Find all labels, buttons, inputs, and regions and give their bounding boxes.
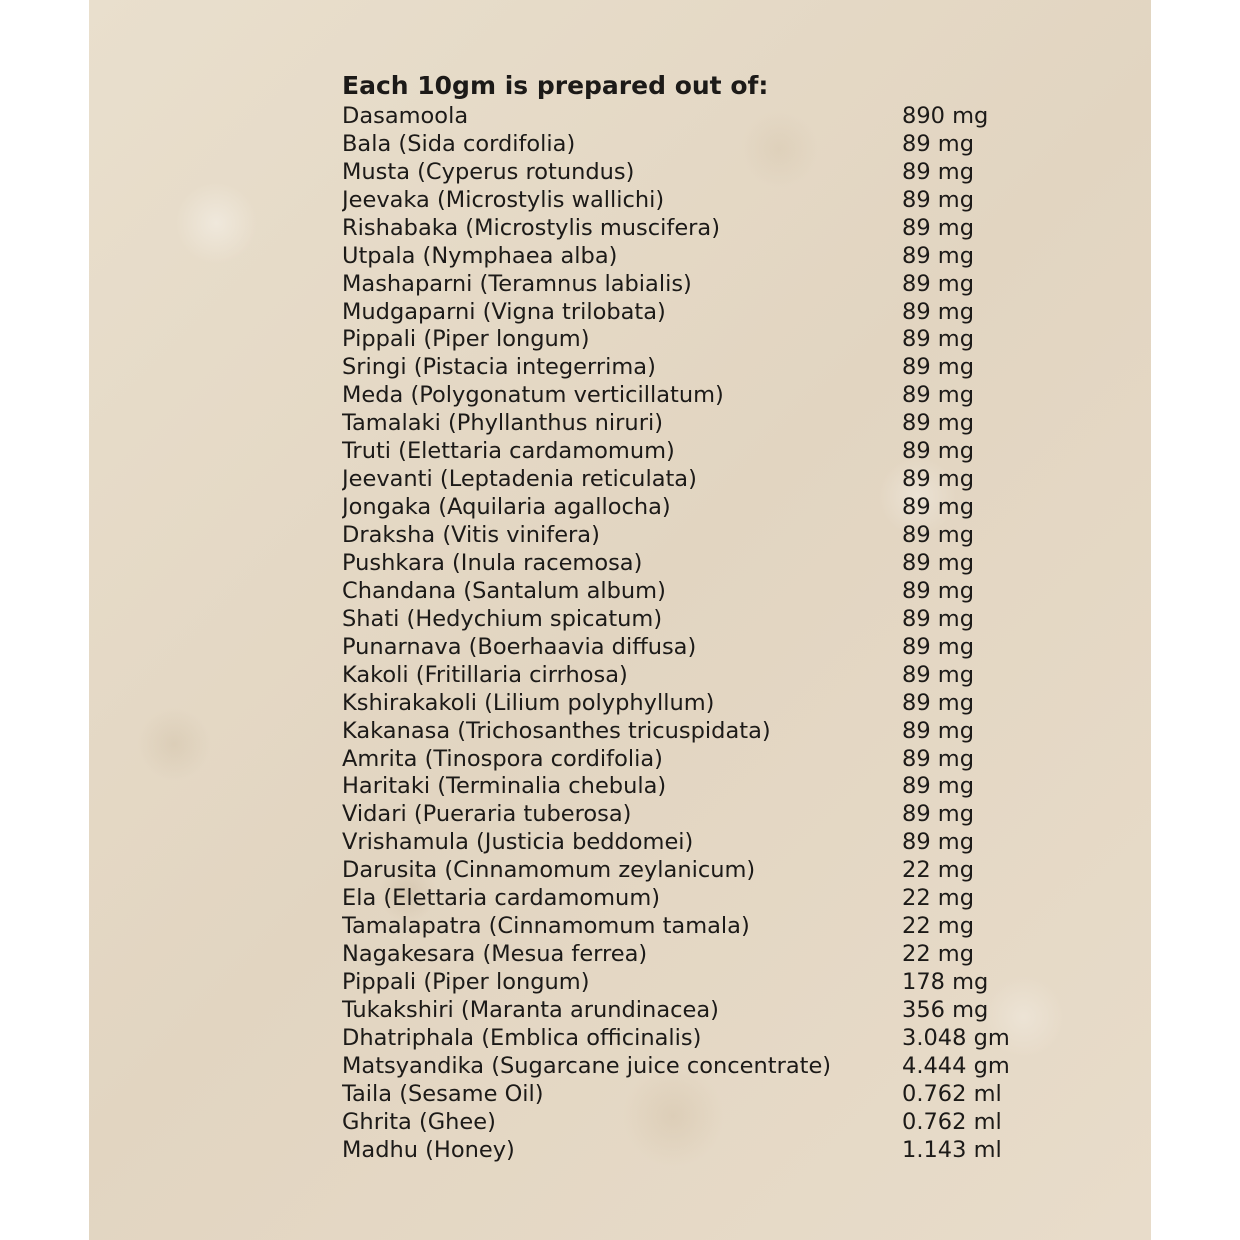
ingredient-row: [342, 1108, 1062, 1136]
ingredient-amount: 89 mg: [902, 661, 974, 688]
ingredient-name: Mashaparni (Teramnus labialis): [342, 270, 692, 297]
ingredient-name: Matsyandika (Sugarcane juice concentrate): [342, 1052, 832, 1079]
ingredient-name: Pushkara (Inula racemosa): [342, 549, 643, 576]
ingredient-name: Madhu (Honey): [342, 1136, 515, 1163]
ingredient-amount: 0.762 ml: [902, 1080, 1002, 1107]
ingredient-name: Tamalapatra (Cinnamomum tamala): [342, 913, 750, 940]
ingredient-name: Taila (Sesame Oil): [342, 1080, 544, 1107]
ingredient-row: [342, 270, 1062, 298]
ingredient-amount: 89 mg: [902, 382, 974, 409]
ingredient-row: [342, 968, 1062, 996]
ingredient-amount: 890 mg: [902, 102, 989, 129]
ingredient-amount: 22 mg: [902, 913, 974, 940]
ingredient-row: [342, 493, 1062, 521]
ingredient-name: Utpala (Nymphaea alba): [342, 242, 618, 269]
ingredient-amount: 178 mg: [902, 969, 989, 996]
ingredient-amount: 356 mg: [902, 996, 989, 1023]
ingredient-amount: 3.048 gm: [902, 1024, 1010, 1051]
ingredient-amount: 89 mg: [902, 354, 974, 381]
ingredient-name: Tukakshiri (Maranta arundinacea): [342, 996, 719, 1023]
ingredient-amount: 89 mg: [902, 689, 974, 716]
ingredient-name: Sringi (Pistacia integerrima): [342, 354, 656, 381]
ingredient-amount: 89 mg: [902, 522, 974, 549]
ingredient-name: Chandana (Santalum album): [342, 577, 666, 604]
ingredient-amount: 89 mg: [902, 298, 974, 325]
ingredient-amount: 89 mg: [902, 549, 974, 576]
ingredient-amount: 89 mg: [902, 466, 974, 493]
ingredient-row: [342, 298, 1062, 326]
ingredient-row: [342, 353, 1062, 381]
ingredient-row: [342, 381, 1062, 409]
ingredient-name: Jeevaka (Microstylis wallichi): [342, 186, 665, 213]
ingredient-row: [342, 1024, 1062, 1052]
ingredient-name: Kakoli (Fritillaria cirrhosa): [342, 661, 628, 688]
ingredient-amount: 89 mg: [902, 186, 974, 213]
ingredient-row: [342, 633, 1062, 661]
ingredient-amount: 89 mg: [902, 577, 974, 604]
ingredient-row: [342, 326, 1062, 354]
ingredient-row: [342, 1136, 1062, 1164]
ingredient-name: Nagakesara (Mesua ferrea): [342, 941, 648, 968]
ingredient-row: [342, 717, 1062, 745]
ingredient-name: Vidari (Pueraria tuberosa): [342, 801, 632, 828]
ingredient-amount: 89 mg: [902, 773, 974, 800]
ingredient-name: Amrita (Tinospora cordifolia): [342, 745, 663, 772]
ingredient-amount: 89 mg: [902, 829, 974, 856]
ingredient-row: [342, 745, 1062, 773]
ingredient-amount: 89 mg: [902, 214, 974, 241]
ingredient-name: Ghrita (Ghee): [342, 1108, 496, 1135]
ingredient-row: [342, 186, 1062, 214]
ingredient-amount: 89 mg: [902, 633, 974, 660]
ingredient-row: [342, 437, 1062, 465]
ingredient-amount: 22 mg: [902, 885, 974, 912]
ingredient-name: Jeevanti (Leptadenia reticulata): [342, 466, 697, 493]
ingredient-amount: 89 mg: [902, 801, 974, 828]
ingredient-row: [342, 521, 1062, 549]
ingredient-name: Ela (Elettaria cardamomum): [342, 885, 661, 912]
ingredient-name: Vrishamula (Justicia beddomei): [342, 829, 694, 856]
ingredient-row: [342, 605, 1062, 633]
ingredient-name: Shati (Hedychium spicatum): [342, 605, 663, 632]
ingredient-row: [342, 130, 1062, 158]
ingredient-row: [342, 689, 1062, 717]
ingredient-row: [342, 773, 1062, 801]
ingredient-row: [342, 800, 1062, 828]
ingredients-heading: Each 10gm is prepared out of:: [342, 71, 769, 100]
ingredient-row: [342, 102, 1062, 130]
ingredient-amount: 22 mg: [902, 857, 974, 884]
ingredient-name: Draksha (Vitis vinifera): [342, 522, 600, 549]
ingredient-row: [342, 465, 1062, 493]
ingredient-name: Rishabaka (Microstylis muscifera): [342, 214, 720, 241]
ingredient-name: Dasamoola: [342, 102, 469, 129]
ingredient-row: [342, 577, 1062, 605]
ingredient-row: [342, 828, 1062, 856]
ingredient-name: Darusita (Cinnamomum zeylanicum): [342, 857, 756, 884]
stone-background: [89, 0, 1151, 1240]
ingredient-row: [342, 409, 1062, 437]
ingredient-name: Bala (Sida cordifolia): [342, 130, 576, 157]
ingredient-row: [342, 242, 1062, 270]
ingredient-amount: 89 mg: [902, 158, 974, 185]
ingredient-name: Pippali (Piper longum): [342, 326, 590, 353]
ingredient-row: [342, 1052, 1062, 1080]
ingredient-name: Meda (Polygonatum verticillatum): [342, 382, 724, 409]
ingredient-name: Musta (Cyperus rotundus): [342, 158, 635, 185]
ingredient-amount: 89 mg: [902, 410, 974, 437]
ingredient-row: [342, 912, 1062, 940]
ingredient-row: [342, 661, 1062, 689]
ingredient-amount: 22 mg: [902, 941, 974, 968]
ingredients-panel: [342, 70, 1062, 1164]
ingredient-row: [342, 214, 1062, 242]
ingredient-amount: 0.762 ml: [902, 1108, 1002, 1135]
ingredient-name: Tamalaki (Phyllanthus niruri): [342, 410, 663, 437]
ingredient-name: Jongaka (Aquilaria agallocha): [342, 494, 671, 521]
ingredient-row: [342, 1080, 1062, 1108]
ingredient-name: Kshirakakoli (Lilium polyphyllum): [342, 689, 715, 716]
ingredient-row: [342, 856, 1062, 884]
ingredient-name: Pippali (Piper longum): [342, 969, 590, 996]
ingredient-row: [342, 549, 1062, 577]
ingredient-name: Truti (Elettaria cardamomum): [342, 438, 675, 465]
ingredient-name: Punarnava (Boerhaavia diffusa): [342, 633, 697, 660]
ingredient-row: [342, 996, 1062, 1024]
ingredient-amount: 4.444 gm: [902, 1052, 1010, 1079]
ingredient-amount: 89 mg: [902, 242, 974, 269]
ingredient-name: Haritaki (Terminalia chebula): [342, 773, 667, 800]
ingredient-amount: 89 mg: [902, 494, 974, 521]
ingredient-amount: 89 mg: [902, 745, 974, 772]
ingredient-amount: 89 mg: [902, 270, 974, 297]
ingredient-name: Kakanasa (Trichosanthes tricuspidata): [342, 717, 771, 744]
ingredient-amount: 89 mg: [902, 326, 974, 353]
ingredient-row: [342, 158, 1062, 186]
ingredient-row: [342, 940, 1062, 968]
ingredient-list: [342, 102, 1062, 1164]
ingredient-name: Mudgaparni (Vigna trilobata): [342, 298, 666, 325]
ingredient-amount: 89 mg: [902, 605, 974, 632]
ingredient-row: [342, 884, 1062, 912]
ingredient-amount: 89 mg: [902, 130, 974, 157]
ingredient-amount: 1.143 ml: [902, 1136, 1002, 1163]
ingredient-amount: 89 mg: [902, 717, 974, 744]
ingredient-name: Dhatriphala (Emblica officinalis): [342, 1024, 702, 1051]
ingredient-amount: 89 mg: [902, 438, 974, 465]
